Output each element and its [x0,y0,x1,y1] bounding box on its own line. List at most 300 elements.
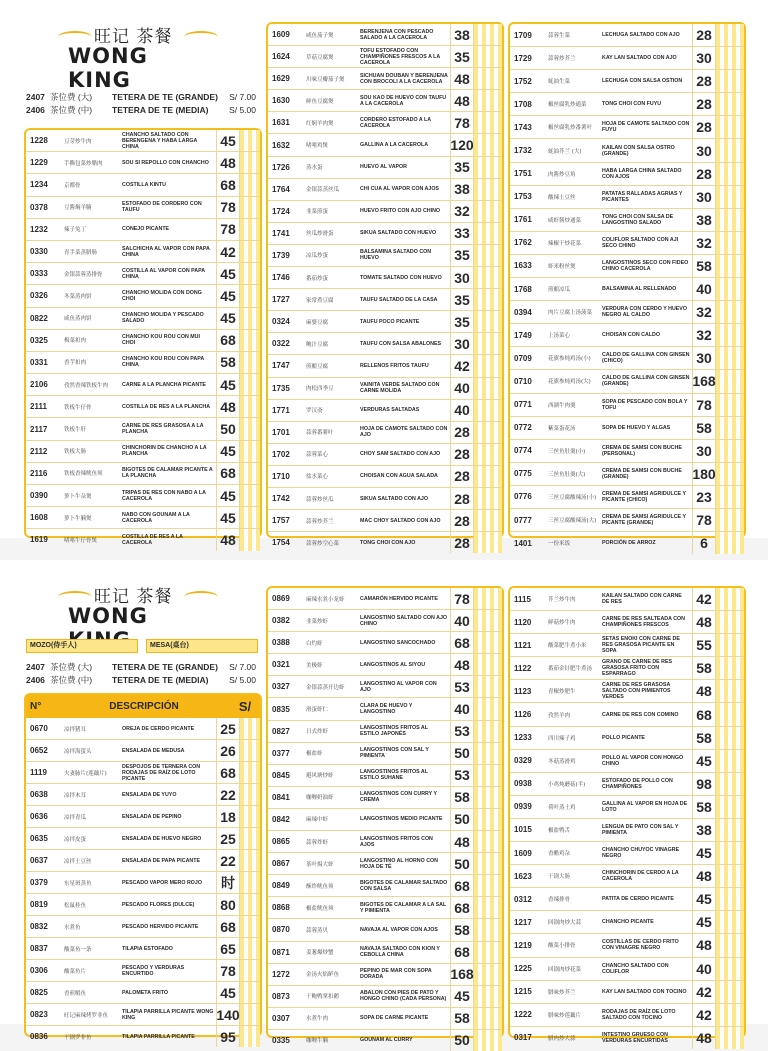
quantity-box [474,654,502,675]
menu-item-name-es: LANGOSTINO AL HORNO CON HOJA DE TÉ [360,857,438,870]
menu-item-name-es: CORDERO ESTOFADO A LA CACEROLA [360,116,431,129]
menu-item-code: 1608 [30,513,48,523]
quantity-box [474,986,502,1007]
menu-item-price: 48 [216,396,240,417]
menu-item-price: 168 [450,964,474,985]
menu-item-price: 55 [692,634,716,656]
menu-item-name-es: ENSALADA DE YUYO [122,791,177,798]
menu-item-name-cn: 肉松四季豆 [306,386,334,393]
quantity-box [240,396,260,417]
menu-item-name-cn: 青椒炒肥牛 [548,689,576,696]
menu-item-name-es: NAVAJA SALTADO CON KION Y CEBOLLA CHINA [360,946,440,959]
menu-panel-middle [266,586,504,1049]
menu-item-name-es: COLIFLOR SALTADO CON AJI SECO CHINO [602,236,679,249]
quantity-box [716,255,744,277]
menu-item-name-cn: 虾米粉丝煲 [548,263,576,270]
menu-item-name-es: ENSALADA DE HUEVO NEGRO [122,835,202,842]
menu-item-price: 58 [692,657,716,679]
quantity-box [716,509,744,531]
menu-item-name-es: GRANO DE CARNE DE RES GRASOSA FRITO CON ESPARRAGO [602,659,673,678]
tea-name-es: TETERA DE TE (MEDIA) [112,674,209,685]
quantity-box [716,163,744,185]
quantity-box [716,301,744,323]
menu-item-code: 0867 [272,859,290,869]
menu-item-name-cn: 金汤火焰鲈鱼 [306,972,340,979]
quantity-box [240,529,260,550]
menu-item-name-cn: 铁板牛肝 [64,427,87,434]
menu-item-code: 1630 [272,96,290,106]
tea-price: S/ 7.00 [229,91,256,102]
tea-price-list [26,90,256,116]
menu-item-code: 0378 [30,202,48,212]
quantity-box [474,466,502,487]
menu-item-price: 140 [216,1004,240,1025]
menu-item-price: 28 [450,422,474,443]
menu-item-name-es: LANGOSTINOS CON CURRY Y CREMA [360,791,437,804]
menu-item-row [510,163,744,186]
menu-item-row [26,152,260,174]
menu-item-row [268,632,502,654]
menu-item-name-cn: 酸菜肥牛煮小米 [548,643,587,650]
menu-item-name-es: TONG CHOI CON FUYU [602,101,662,108]
waiter-field[interactable]: MOZO(侍手人) [26,639,138,653]
menu-item-name-es: PESCADO HERVIDO PICANTE [122,923,199,930]
quantity-box [716,657,744,679]
menu-item-price: 28 [450,466,474,487]
tea-row [26,660,256,673]
menu-item-name-es: PESCADO Y VERDURAS ENCURTIDO [122,964,185,977]
menu-item-row [510,680,744,703]
quantity-box [474,698,502,719]
menu-item-code: 1219 [514,940,532,950]
menu-item-name-cn: 草菇豆腐煲 [306,54,334,61]
menu-item-price: 28 [692,24,716,46]
menu-item-code: 1401 [514,538,532,548]
brand-name-en: WONG [68,604,148,628]
quantity-box [716,588,744,610]
menu-item-row [268,488,502,510]
quantity-box [474,157,502,178]
menu-item-row [510,116,744,139]
menu-item-code: 1121 [514,640,532,650]
menu-item-code: 0865 [272,837,290,847]
menu-item-code: 0390 [30,491,48,501]
menu-item-name-cn: 香醋鸡杂 [548,851,571,858]
menu-item-code: 0939 [514,802,532,812]
tea-price: S/ 5.00 [229,674,256,685]
quantity-box [474,721,502,742]
quantity-box [716,611,744,633]
menu-item-code: 2116 [30,468,48,478]
quantity-box [474,355,502,376]
header-description: DESCRIPCIÓN [109,701,179,712]
menu-item-name-cn: 水煮牛肉 [306,1016,329,1023]
quantity-box [716,796,744,818]
menu-item-name-cn: 避风塘炒虾 [306,773,334,780]
quantity-box [474,532,502,553]
menu-item-name-es: BERENJENA CON PESCADO SALADO A LA CACEROLA [360,28,434,41]
menu-item-price: 30 [692,139,716,161]
menu-item-name-es: CONEJO PICANTE [122,226,170,233]
menu-item-name-es: RODAJAS DE RAÍZ DE LOTO SALTADO CON TOCINO [602,1008,676,1021]
menu-item-code: 1746 [272,273,290,283]
quantity-box [474,1030,502,1051]
menu-item-name-es: GALLINA AL VAPOR EN HOJA DE LOTO [602,800,688,813]
menu-item-row [268,875,502,897]
menu-item-name-cn: 香芋扣肉 [64,360,87,367]
menu-item-name-cn: 麻婆豆腐 [306,319,329,326]
menu-item-name-es: ABALON CON PIES DE PATO Y HONGO CHINO (CADA PERSONA) [360,990,447,1003]
menu-item-code: 1762 [514,238,532,248]
menu-item-code: 1739 [272,250,290,260]
menu-item-name-cn: 咖喱牛腩 [306,1038,329,1045]
menu-item-row [26,529,260,550]
quantity-box [716,532,744,554]
menu-item-name-cn: 酸辣土豆丝 [548,194,576,201]
menu-item-name-es: HABA LARGA CHINA SALTADO CON AJOS [602,167,682,180]
quantity-box [240,241,260,262]
menu-item-name-es: KAY LAN SALTADO CON AJO [602,55,677,62]
menu-item-name-cn: 铁板香辣鱿鱼须 [64,471,103,478]
tea-name-cn: 茶位费 (中) [50,674,93,685]
menu-item-name-cn: 腊肉炒大蒜 [548,1035,576,1042]
menu-item-name-es: HUEVO AL VAPOR [360,164,407,171]
menu-item-name-cn: 罗汉斋 [306,408,323,415]
menu-item-name-es: VERDURAS SALTADAS [360,407,420,414]
quantity-box [716,370,744,392]
menu-item-price: 68 [216,463,240,484]
menu-item-name-cn: 煎酿凉瓜 [548,287,571,294]
menu-item-name-cn: 蒜蓉生菜 [548,33,571,40]
menu-item-code: 1701 [272,427,290,437]
menu-item-name-cn: 蒜蓉炒空心菜 [306,540,340,547]
menu-item-row [26,872,260,894]
menu-item-price: 40 [450,378,474,399]
menu-item-price: 68 [450,942,474,963]
menu-panel-right [508,22,746,552]
menu-item-name-cn: 三丝豆腐酸辣汤(小) [548,494,597,501]
menu-sheet-2 [0,560,768,1049]
menu-item-price: 45 [692,842,716,864]
menu-item-name-es: CHINCHORIN DE CHANCHO A LA PLANCHA [122,445,207,458]
menu-item-price: 45 [216,374,240,395]
menu-item-price: 68 [216,174,240,195]
menu-item-row [510,842,744,865]
menu-item-code: 1624 [272,52,290,62]
menu-item-price: 78 [450,112,474,133]
quantity-box [474,1008,502,1029]
menu-item-name-cn: 咸鱼茄子煲 [306,32,334,39]
cloud-ornament-icon [58,591,92,603]
menu-item-name-es: SIKUA SALTADO CON AJO [360,495,428,502]
menu-item-price: 30 [692,186,716,208]
menu-item-name-cn: 椒盐鸭舌 [548,827,571,834]
menu-item-name-cn: 小鸡炖蘑菇(半) [548,781,586,788]
menu-item-price: 45 [216,308,240,329]
menu-item-price: 78 [216,960,240,981]
menu-item-price: 48 [692,1027,716,1049]
menu-item-row [268,289,502,311]
menu-item-name-cn: 韭菜煎蛋 [306,209,329,216]
menu-item-price: 50 [450,743,474,764]
quantity-box [716,440,744,462]
quantity-box [474,632,502,653]
menu-item-price: 28 [692,70,716,92]
menu-item-name-es: CARNE DE RES SALTEADA CON CHAMPIÑONES FRESCOS [602,616,685,629]
menu-item-name-cn: 酸菜鱼一条 [64,946,92,953]
quantity-box [240,219,260,240]
menu-item-name-cn: 酥炸鱿鱼须 [306,883,334,890]
menu-item-name-es: SOPA DE CARNE PICANTE [360,1015,429,1022]
brand-name-en: WONG KING [68,44,148,92]
menu-item-row [510,324,744,347]
menu-item-price: 35 [450,245,474,266]
menu-item-price: 53 [450,676,474,697]
menu-item-code: 0670 [30,724,48,733]
menu-item-name-es: SOU KAO DE HUEVO CON TAUFU A LA CACEROLA [360,94,447,107]
menu-item-code: 0825 [30,988,48,997]
menu-item-name-es: COSTILLA DE RES A LA PLANCHA [122,403,211,410]
menu-item-code: 0823 [30,1010,48,1019]
quantity-box [240,463,260,484]
menu-item-name-cn: 煎酿豆腐 [306,363,329,370]
menu-item-name-es: OREJA DE CERDO PICANTE [122,725,195,732]
menu-item-row [26,784,260,806]
menu-item-name-cn: 金银蒜蒸丝瓜 [306,187,340,194]
menu-item-name-es: CLARA DE HUEVO Y LANGOSTINO [360,703,413,716]
menu-item-row [510,1004,744,1027]
menu-item-name-cn: 萝卜牛杂煲 [64,493,92,500]
menu-item-name-es: TAUFU POCO PICANTE [360,318,420,325]
menu-item-row [26,174,260,196]
menu-item-name-cn: 干锅大肠 [548,874,571,881]
menu-item-price: 45 [216,982,240,1003]
quantity-box [474,201,502,222]
menu-item-price: 48 [692,934,716,956]
menu-item-price: 45 [216,441,240,462]
menu-item-row [268,68,502,90]
menu-item-name-cn: 冬菜蒸肉饼 [64,293,92,300]
tea-price: S/ 7.00 [229,661,256,672]
menu-item-price: 28 [692,116,716,138]
menu-item-name-es: TONG CHOI CON AJO [360,539,416,546]
menu-item-name-cn: 麻辣中虾 [306,817,329,824]
menu-item-price: 45 [216,485,240,506]
quantity-box [716,888,744,910]
menu-item-code: 0835 [272,704,290,714]
menu-panel-middle [266,22,504,551]
menu-item-code: 0836 [30,1032,48,1041]
menu-item-price: 68 [692,703,716,725]
menu-item-price: 180 [692,463,716,485]
menu-item-price: 78 [216,197,240,218]
table-field[interactable]: MESA(桌台) [146,639,258,653]
menu-item-name-es: LANGOSTINO AL VAPOR CON AJO [360,680,437,693]
menu-item-code: 1761 [514,215,532,225]
menu-item-code: 1015 [514,825,532,835]
tea-row [26,673,256,686]
menu-item-name-cn: 蒜蓉炸虾 [306,839,329,846]
quantity-box [474,676,502,697]
quantity-box [716,911,744,933]
menu-item-row [510,773,744,796]
table-header [26,695,260,718]
menu-item-price: 45 [450,986,474,1007]
menu-item-name-cn: 姜葱爆炒蟹 [306,950,334,957]
menu-item-name-es: POLLO AL VAPOR CON HONGO CHINO [602,754,684,767]
menu-item-price: 38 [692,209,716,231]
menu-item-name-es: DESPOJOS DE TERNERA CON RODAJAS DE RAÍZ DE LOTO PICANTE [122,763,201,782]
menu-item-name-cn: 家常煮豆腐 [306,297,334,304]
quantity-box [240,740,260,761]
menu-item-price: 68 [450,632,474,653]
menu-item-name-cn: 凉拌猪耳 [64,726,87,733]
menu-item-row [268,897,502,919]
menu-item-price: 30 [450,267,474,288]
menu-item-name-cn: 凉拌皮蛋 [64,836,87,843]
menu-item-name-cn: 干锅罗非鱼 [64,1034,92,1041]
menu-item-row [268,311,502,333]
quantity-box [474,267,502,288]
menu-item-name-cn: 铁板大肠 [64,449,87,456]
menu-item-code: 1729 [514,53,532,63]
menu-item-row [268,24,502,46]
menu-item-row [510,981,744,1004]
menu-item-name-cn: 三丝鱼肚羹(大) [548,471,586,478]
menu-item-price: 68 [216,330,240,351]
menu-item-price: 35 [450,46,474,67]
menu-item-row [510,486,744,509]
quantity-box [240,982,260,1003]
menu-item-code: 1217 [514,917,532,927]
header-code: N° [30,701,42,712]
menu-item-price: 65 [216,938,240,959]
menu-item-code: 0777 [514,515,532,525]
menu-item-name-cn: 三丝鱼肚羹(小) [548,448,586,455]
menu-item-row [510,911,744,934]
menu-item-name-es: CALDO DE GALLINA CON GINSEN (GRANDE) [602,375,690,388]
menu-item-name-es: BIGOTES DE CALAMAR SALTADO CON SALSA [360,879,448,892]
menu-item-price: 45 [216,130,240,151]
menu-item-name-cn: 蚝油生菜 [548,79,571,86]
menu-item-price: 68 [450,897,474,918]
quantity-box [240,850,260,871]
menu-item-name-cn: 辣椒干炒花菜 [548,240,582,247]
menu-item-code: 1741 [272,228,290,238]
menu-item-row [510,232,744,255]
menu-item-name-es: LANGOSTINOS FRITOS AL ESTILO JAPONÉS [360,725,428,738]
menu-item-name-es: CHANCHO PICANTE [602,919,654,926]
menu-item-code: 0388 [272,638,290,648]
quantity-box [240,960,260,981]
menu-item-name-es: CHOY SAM SALTADO CON AJO [360,451,441,458]
menu-item-row [510,819,744,842]
menu-item-row [268,333,502,355]
quantity-box [716,70,744,92]
menu-item-row [510,727,744,750]
menu-item-name-es: HUEVO FRITO CON AJO CHINO [360,208,441,215]
quantity-box [716,116,744,138]
menu-item-code: 0827 [272,726,290,736]
quantity-box [474,610,502,631]
menu-item-name-es: LANGOSTINO SANCOCHADO [360,639,436,646]
menu-item-row [268,157,502,179]
quantity-box [474,765,502,786]
quantity-box [474,311,502,332]
menu-item-row [510,611,744,634]
menu-item-name-es: NAVAJA AL VAPOR CON AJOS [360,926,438,933]
menu-item-price: 45 [216,285,240,306]
menu-item-price: 32 [692,324,716,346]
menu-item-name-cn: 美极虾 [306,662,323,669]
menu-item-code: 1619 [30,535,48,545]
quantity-box [240,263,260,284]
menu-item-price: 38 [450,24,474,45]
quantity-box [474,179,502,200]
menu-item-name-es: LANGOSTINOS AL SIYOU [360,661,426,668]
menu-item-code: 1228 [30,136,48,146]
menu-item-price: 38 [692,819,716,841]
menu-item-name-cn: 花旗参炖鸡汤(大) [548,379,591,386]
menu-item-name-es: PESCADO FLORES (DULCE) [122,901,195,908]
menu-item-price: 28 [450,444,474,465]
menu-item-price: 95 [216,1026,240,1047]
menu-item-name-es: CARNE A LA PLANCHA PICANTE [122,381,206,388]
quantity-box [240,916,260,937]
menu-item-code: 1742 [272,494,290,504]
menu-item-row [268,46,502,68]
quantity-box [474,46,502,67]
cloud-ornament-icon [184,591,218,603]
menu-item-name-es: CHANCHO MOLIDA Y PESCADO SALADO [122,312,204,325]
menu-item-name-cn: 红焖羊肉煲 [306,120,334,127]
menu-item-price: 30 [692,440,716,462]
menu-item-name-cn: 丝瓜炒滑蛋 [306,231,334,238]
menu-item-name-es: PATITA DE CERDO PICANTE [602,896,674,903]
menu-item-name-es: CAMARÓN HERVIDO PICANTE [360,595,438,602]
menu-item-code: 0306 [30,966,48,975]
menu-item-row [510,657,744,680]
menu-item-row [268,964,502,986]
menu-item-name-es: COSTILLAS DE CERDO FRITO CON VINAGRE NEGRO [602,939,679,952]
quantity-box [716,394,744,416]
menu-item-code: 1727 [272,295,290,305]
menu-item-row [510,509,744,532]
cloud-ornament-icon [184,31,218,43]
menu-item-price: 48 [692,680,716,702]
menu-item-code: 0870 [272,925,290,935]
tea-code: 2406 [26,674,45,685]
menu-item-row [268,942,502,964]
menu-item-row [268,588,502,610]
quantity-box [474,897,502,918]
quantity-box [474,964,502,985]
quantity-box [716,278,744,300]
quantity-box [474,787,502,808]
menu-item-name-es: LENGUA DE PATO CON SAL Y PIMIENTA [602,823,679,836]
quantity-box [474,942,502,963]
menu-item-row [268,510,502,532]
menu-item-name-cn: 椒盐虾 [306,751,323,758]
menu-item-price: 78 [450,588,474,609]
tea-code: 2407 [26,661,45,672]
tea-code: 2406 [26,104,45,115]
quantity-box [474,422,502,443]
tea-row [26,103,256,116]
menu-item-code: 0774 [514,446,532,456]
quantity-box [474,875,502,896]
tea-name-cn: 茶位费 (大) [50,661,93,672]
